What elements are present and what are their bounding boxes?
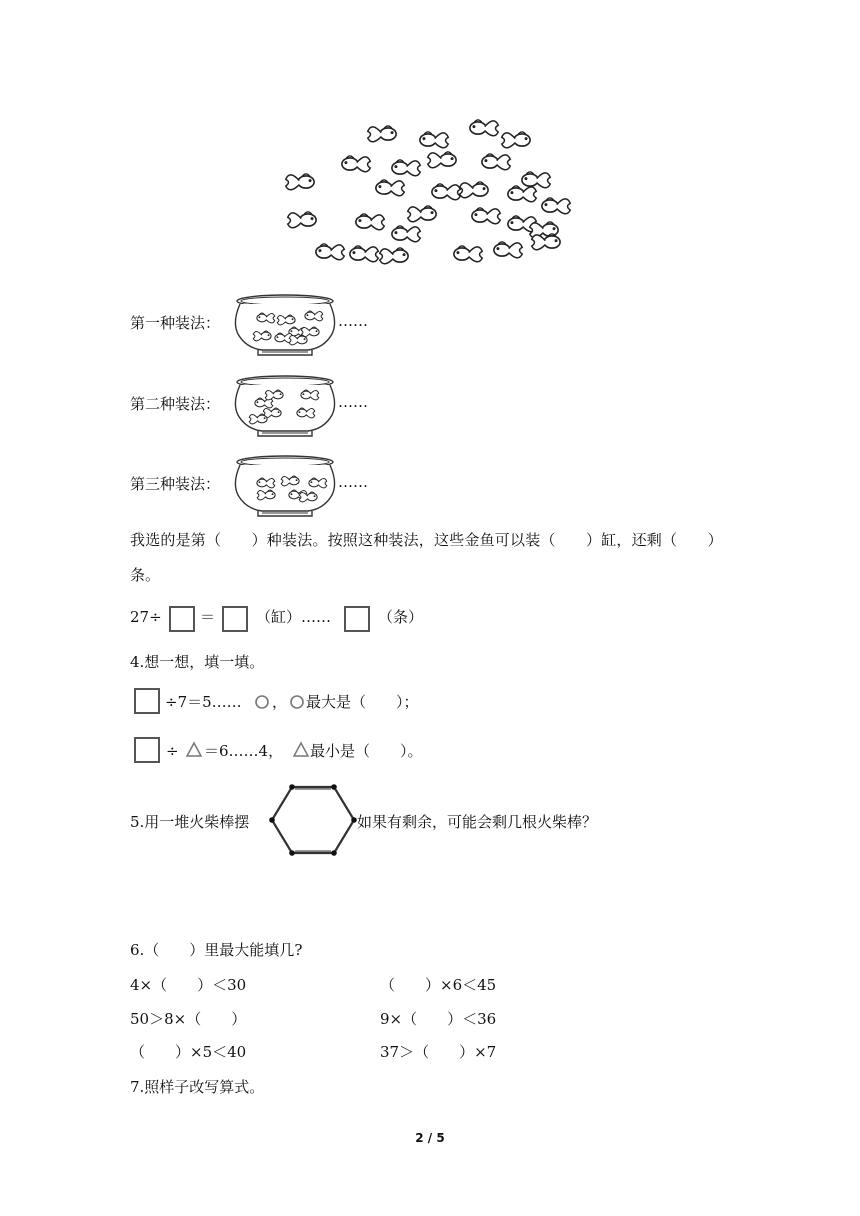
equation-start: 27÷: [130, 608, 162, 626]
method-1-label: 第一种装法：: [130, 314, 221, 332]
q6-title: 6.（ ）里最大能填几?: [130, 941, 303, 959]
goldfish-icon: [432, 184, 460, 200]
q4-line2-expression: ＝6……4，: [204, 742, 284, 760]
q4-line2-divide: ÷: [166, 742, 179, 760]
goldfish-icon: [482, 154, 510, 170]
method-1-ellipsis: ……: [338, 312, 368, 330]
goldfish-icon: [376, 180, 404, 196]
selection-line-2: 条。: [130, 566, 161, 584]
q4-box-dividend-1[interactable]: [134, 688, 160, 714]
goldfish-icon: [380, 248, 408, 264]
equation-unit-jars: （缸）……: [256, 608, 332, 626]
q6-item-5: （ ）×5＜40: [130, 1043, 247, 1061]
goldfish-icon: [508, 186, 536, 202]
q4-line1-ending: 最大是（ ）；: [306, 693, 419, 711]
goldfish-icon: [470, 120, 498, 136]
q4-box-dividend-2[interactable]: [134, 737, 160, 763]
goldfish-icon: [316, 244, 344, 260]
answer-box-divisor[interactable]: [169, 606, 195, 632]
selection-line-1: 我选的是第（ ）种装法。按照这种装法，这些金鱼可以装（ ）缸，还剩（ ）: [130, 531, 723, 549]
equation-equals: ＝: [200, 608, 216, 626]
q6-item-2: （ ）×6＜45: [380, 976, 497, 994]
matchstick-hexagon-image: [268, 780, 358, 860]
goldfish-icon: [502, 132, 530, 148]
q4-line2-ending: 最小是（ ）。: [310, 742, 423, 760]
q4-line1-expression: ÷7＝5……: [165, 693, 242, 711]
goldfish-icon: [392, 226, 420, 242]
equation-unit-fish: （条）: [378, 608, 424, 626]
method-2-label: 第二种装法：: [130, 395, 221, 413]
triangle-symbol: [292, 741, 310, 759]
q5-text-before: 5.用一堆火柴棒摆: [130, 813, 250, 831]
fish-bowl-3-image: [232, 453, 338, 517]
triangle-symbol: [185, 741, 203, 759]
goldfish-icon: [392, 160, 420, 176]
goldfish-icon: [356, 214, 384, 230]
goldfish-icon: [494, 242, 522, 258]
q6-item-3: 50＞8×（ ）: [130, 1010, 247, 1028]
fish-bowl-1-image: [232, 292, 338, 356]
method-2-ellipsis: ……: [338, 393, 368, 411]
fish-bowl-2-image: [232, 373, 338, 437]
goldfish-icon: [522, 172, 550, 188]
goldfish-icon: [368, 126, 396, 142]
q7-title: 7.照样子改写算式。: [130, 1078, 265, 1096]
q5-text-after: 如果有剩余，可能会剩几根火柴棒？: [357, 813, 598, 831]
goldfish-icon: [532, 234, 560, 250]
goldfish-icon: [288, 212, 316, 228]
goldfish-icon: [472, 208, 500, 224]
answer-box-quotient[interactable]: [222, 606, 248, 632]
goldfish-icon: [286, 174, 314, 190]
q6-item-4: 9×（ ）＜36: [380, 1010, 497, 1028]
q4-line1-comma: ，: [272, 693, 288, 711]
goldfish-icon: [428, 152, 456, 168]
goldfish-icon: [408, 206, 436, 222]
method-3-ellipsis: ……: [338, 473, 368, 491]
q4-title: 4.想一想，填一填。: [130, 653, 265, 671]
q6-item-1: 4×（ ）＜30: [130, 976, 247, 994]
answer-box-remainder[interactable]: [344, 606, 370, 632]
page-number: 2 / 5: [415, 1131, 445, 1145]
q6-item-6: 37＞（ ）×7: [380, 1043, 497, 1061]
circle-symbol: [254, 694, 270, 710]
goldfish-icon: [454, 246, 482, 262]
goldfish-icon: [420, 132, 448, 148]
goldfish-icon: [350, 246, 378, 262]
goldfish-icon: [342, 156, 370, 172]
method-3-label: 第三种装法：: [130, 475, 221, 493]
goldfish-icon: [542, 198, 570, 214]
circle-symbol: [289, 694, 305, 710]
goldfish-group-image: [280, 104, 580, 276]
goldfish-icon: [460, 182, 488, 198]
